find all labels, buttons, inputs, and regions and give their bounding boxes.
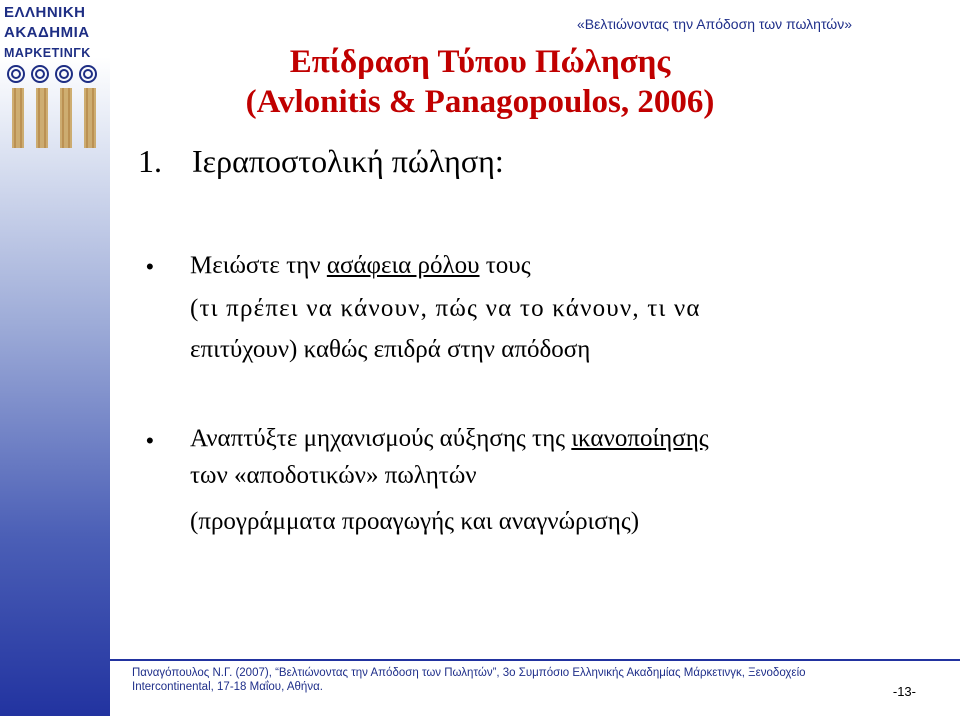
bullet-2-line-1 [190, 425, 709, 453]
header-tagline: «Βελτιώνοντας την Απόδοση των πωλητών» [576, 16, 852, 32]
logo-line-1: ΕΛΛΗΝΙΚΗ [4, 4, 86, 21]
bullet-1-line-1 [190, 252, 531, 280]
bullet-1-underlined: ασάφεια ρόλου [326, 252, 480, 279]
bullet-2-line-3: (προγράμματα προαγωγής και αναγνώρισης) [190, 508, 640, 535]
bullet-dot-icon: • [146, 428, 154, 453]
footer-divider [110, 659, 960, 661]
page-number: -13- [892, 684, 916, 699]
title-line-1: Επίδραση Τύπου Πώλησης [289, 44, 671, 80]
academy-logo [0, 0, 110, 150]
bullet-2-text-a: Αναπτύξτε μηχανισμούς αύξησης της [190, 425, 572, 452]
bullet-1-text-b: τους [479, 252, 531, 279]
bullet-2-line-2: των «αποδοτικών» πωλητών [190, 462, 477, 489]
bullet-1-line-3: επιτύχουν) καθώς επιδρά στην απόδοση [190, 336, 591, 363]
footer-citation [132, 666, 806, 694]
footer-line-2: Intercontinental, 17-18 Μαΐου, Αθήνα. [132, 681, 323, 693]
bullet-dot-icon: • [146, 254, 154, 279]
section-number: 1. [138, 143, 162, 179]
logo-spiral-columns-icon [0, 62, 110, 152]
logo-line-3: ΜΑΡΚΕΤΙΝΓΚ [4, 46, 91, 60]
bullet-1-line-2: (τι πρέπει να κάνουν, πώς να το κάνουν, τι να [190, 295, 701, 322]
footer-line-1: Παναγόπουλος Ν.Γ. (2007), “Βελτιώνοντας την Απόδοση των Πωλητών”, 3ο Συμπόσιο Ελληνικής Ακαδημίας Μάρκετινγκ, Ξενοδοχείο [132, 667, 806, 679]
section-heading: Ιεραποστολική πώληση: [192, 143, 504, 179]
bullet-1-text-a: Μειώστε την [190, 252, 327, 279]
slide-title [160, 42, 800, 122]
logo-line-2: ΑΚΑΔΗΜΙΑ [4, 24, 90, 41]
title-line-2: (Avlonitis & Panagopoulos, 2006) [245, 84, 715, 120]
bullet-2-underlined: ικανοποίησης [571, 425, 709, 452]
